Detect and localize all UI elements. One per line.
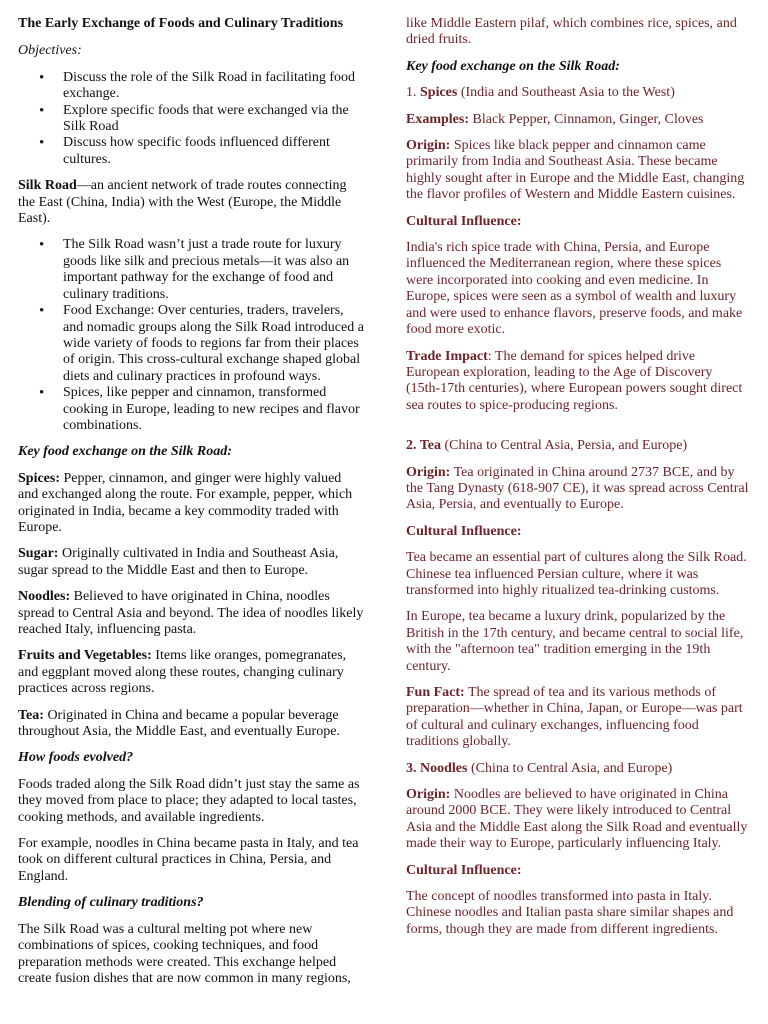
food-item-sugar [18, 546, 364, 579]
cultural-label: Cultural Influence: [406, 213, 522, 229]
silk-road-definition [18, 178, 364, 227]
evolved-heading: How foods evolved? [18, 750, 134, 766]
noodles-region: (China to Central Asia, and Europe) [467, 760, 673, 776]
food-item-spices [18, 471, 364, 537]
food-item-tea [18, 708, 364, 741]
noodles-name: 3. Noodles [406, 760, 468, 776]
spices-name: Spices [420, 85, 458, 101]
silk-road-bullet: • The Silk Road wasn’t just a trade route for luxury goods like silk and precious metals—it was also an important pathway for the exchange of food and culinary traditions. [63, 237, 364, 303]
fun-fact-label: Fun Fact: [406, 685, 465, 700]
cultural-label: Cultural Influence: [406, 523, 522, 539]
food-term: Spices: [18, 470, 60, 486]
tea-heading [406, 438, 750, 454]
tea-name: 2. Tea [406, 438, 442, 454]
objectives-list [18, 70, 364, 168]
spices-region: (India and Southeast Asia to the West) [457, 85, 675, 101]
tea-cultural-heading [406, 524, 750, 540]
food-term: Noodles: [18, 589, 71, 605]
food-text: Pepper, cinnamon, and ginger were highly valued and exchanged along the route. For example, pepper, which originated in India, became a key commodity traded with Europe. [18, 470, 353, 535]
evolved-paragraph-1: Foods traded along the Silk Road didn’t just stay the same as they moved from place to place; they adapted to local tastes, cooking methods, and available ingredients. [18, 776, 360, 825]
silk-road-def-text: —an ancient network of trade routes connecting the East (China, India) with the West (Europe, the Middle East). [18, 178, 347, 227]
cultural-label: Cultural Influence: [406, 862, 522, 878]
food-item-fruits [18, 648, 364, 697]
document-title: The Early Exchange of Foods and Culinary Traditions [18, 16, 344, 31]
examples-label: Examples: [406, 111, 469, 127]
silk-road-bullet: • Spices, like pepper and cinnamon, transformed cooking in Europe, leading to new recipes and flavor combinations. [63, 385, 364, 434]
spices-cultural-heading [406, 214, 750, 230]
tea-cultural-paragraph-1: Tea became an essential part of cultures along the Silk Road. Chinese tea influenced Persian culture, where it was transformed into highly ritualized tea-drinking customs. [406, 550, 747, 598]
food-text: Items like oranges, pomegranates, and eggplant moved along these routes, changing culinary practices across regions. [18, 648, 347, 697]
key-food-heading-right: Key food exchange on the Silk Road: [406, 58, 620, 74]
fun-fact-text: The spread of tea and its various methods of preparation—whether in China, Japan, or Europe—was part of cultural and culinary exchanges, influencing food traditions globally. [406, 685, 743, 750]
examples-text: Black Pepper, Cinnamon, Ginger, Cloves [469, 111, 704, 127]
trade-text: : The demand for spices helped drive European exploration, leading to the Age of Discovery (15th-17th centuries), where European powers sought direct sea routes to spice-producing regions. [406, 348, 743, 413]
tea-origin [406, 465, 750, 514]
objective-item: • Discuss the role of the Silk Road in facilitating food exchange. [63, 70, 364, 103]
spices-number: 1. [406, 85, 420, 101]
tea-region: (China to Central Asia, Persia, and Europe) [441, 438, 688, 454]
objective-item: • Explore specific foods that were exchanged via the Silk Road [63, 103, 364, 136]
blending-heading: Blending of culinary traditions? [18, 895, 204, 911]
origin-text: Noodles are believed to have originated in China around 2000 BCE. They were likely introduced to Central Asia and the Middle East along the Silk Road and eventually made their way to Europe, particularly influencing Italy. [406, 787, 748, 852]
origin-text: Tea originated in China around 2737 BCE, and by the Tang Dynasty (618-907 CE), it was spread across Central Asia, Persia, and eventually to Europe. [406, 464, 749, 513]
food-term: Tea: [18, 707, 44, 723]
food-item-noodles [18, 589, 364, 638]
origin-label: Origin: [406, 138, 451, 154]
food-term: Fruits and Vegetables: [18, 648, 152, 664]
noodles-cultural-paragraph: The concept of noodles transformed into pasta in Italy. Chinese noodles and Italian pasta share similar shapes and forms, though they are made from different ingredients. [406, 889, 734, 937]
origin-text: Spices like black pepper and cinnamon came primarily from India and Southeast Asia. These became highly sought after in Europe and the Middle East, changing the flavor profiles of Western and Middle Eastern cuisines. [406, 138, 745, 203]
objective-item: • Discuss how specific foods influenced different cultures. [63, 135, 364, 168]
key-food-heading: Key food exchange on the Silk Road: [18, 444, 232, 460]
food-text: Believed to have originated in China, noodles spread to Central Asia and beyond. The idea of noodles likely reached Italy, influencing pasta. [18, 589, 364, 637]
noodles-heading [406, 761, 750, 777]
food-text: Originated in China and became a popular beverage throughout Asia, the Middle East, and eventually Europe. [18, 707, 340, 740]
trade-impact [406, 349, 750, 415]
left-column [18, 16, 364, 997]
tea-cultural-paragraph-2: In Europe, tea became a luxury drink, popularized by the British in the 17th century, and became central to social life, with the "afternoon tea" tradition emerging in the 19th century. [406, 609, 744, 674]
trade-label: Trade Impact [406, 348, 488, 364]
spices-heading [406, 85, 750, 101]
food-term: Sugar: [18, 546, 59, 562]
objectives-label: Objectives: [18, 43, 82, 59]
origin-label: Origin: [406, 464, 451, 480]
blending-paragraph: The Silk Road was a cultural melting pot where new combinations of spices, cooking techniques, and food preparation methods were created. This exchange helped create fusion dishes that are now common in many regions, [18, 921, 351, 986]
noodles-origin [406, 787, 750, 853]
right-column [406, 16, 750, 948]
silk-road-term: Silk Road [18, 178, 77, 194]
spices-cultural-paragraph: India's rich spice trade with China, Persia, and Europe influenced the Mediterranean region, where these spices were incorporated into cooking and even medicine. In Europe, spices were seen as a symbol of wealth and luxury and were used to enhance flavors, preserve foods, and make food more exotic. [406, 240, 743, 338]
spices-origin [406, 138, 750, 204]
fun-fact [406, 685, 750, 751]
silk-road-bullet: • Food Exchange: Over centuries, traders, travelers, and nomadic groups along the Silk Road introduced a wide variety of foods to regions far from their places of origin. This cross-cultural exchange shaped global diets and culinary practices in profound ways. [63, 303, 364, 385]
spices-examples [406, 112, 750, 128]
origin-label: Origin: [406, 787, 451, 803]
food-text: Originally cultivated in India and Southeast Asia, sugar spread to the Middle East and then to Europe. [18, 546, 339, 578]
silk-road-bullets [18, 237, 364, 434]
continuation-paragraph: like Middle Eastern pilaf, which combines rice, spices, and dried fruits. [406, 16, 737, 48]
noodles-cultural-heading [406, 863, 750, 879]
evolved-paragraph-2: For example, noodles in China became pasta in Italy, and tea took on different cultural practices in China, Persia, and England. [18, 836, 359, 884]
